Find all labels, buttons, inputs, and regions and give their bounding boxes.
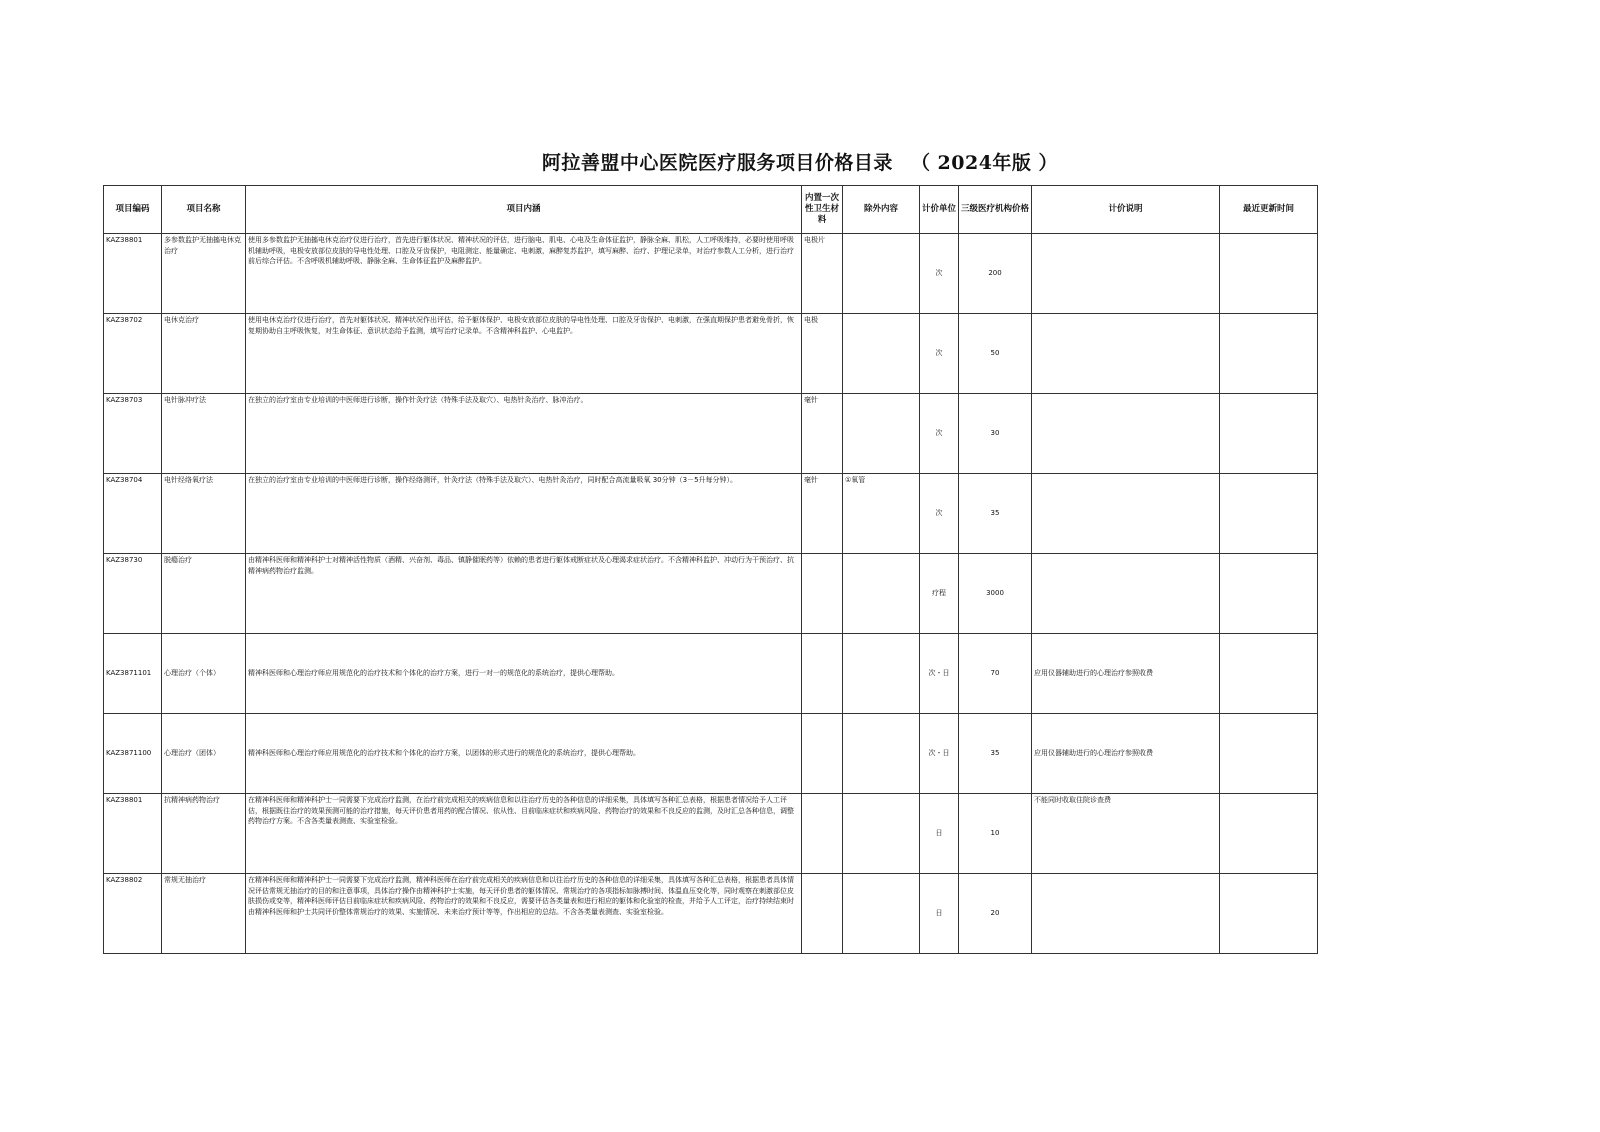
cell-exclude bbox=[843, 634, 920, 714]
cell-material bbox=[802, 714, 843, 794]
cell-updated bbox=[1220, 794, 1318, 874]
cell-name: 电休克治疗 bbox=[162, 314, 246, 394]
cell-name: 抗精神病药物治疗 bbox=[162, 794, 246, 874]
table-row bbox=[104, 634, 1318, 714]
table-header-row bbox=[104, 186, 1318, 234]
cell-updated bbox=[1220, 714, 1318, 794]
cell-price: 35 bbox=[959, 474, 1032, 554]
cell-code: KAZ3871101 bbox=[104, 634, 162, 714]
cell-unit: 次・日 bbox=[920, 634, 959, 714]
table-row bbox=[104, 874, 1318, 954]
cell-material: 电极片 bbox=[802, 234, 843, 314]
cell-content: 在独立的治疗室由专业培训的中医师进行诊断，操作针灸疗法（特殊手法及取穴）、电热针灸治疗、脉冲治疗。 bbox=[246, 394, 802, 474]
cell-code: KAZ38730 bbox=[104, 554, 162, 634]
table-row bbox=[104, 234, 1318, 314]
table-row bbox=[104, 394, 1318, 474]
cell-content: 使用电休克治疗仪进行治疗，首先对躯体状况、精神状况作出评估，给予躯体保护、电极安放部位皮肤的导电性处理、口腔及牙齿保护、电刺激，在强直期保护患者避免骨折，恢复期协助自主呼吸恢复，对生命体征、意识状态给予监测，填写治疗记录单。不含精神科监护、心电监护。 bbox=[246, 314, 802, 394]
cell-name: 电针经络氧疗法 bbox=[162, 474, 246, 554]
cell-updated bbox=[1220, 314, 1318, 394]
cell-updated bbox=[1220, 554, 1318, 634]
cell-name: 电针脉冲疗法 bbox=[162, 394, 246, 474]
cell-price: 30 bbox=[959, 394, 1032, 474]
cell-code: KAZ38702 bbox=[104, 314, 162, 394]
cell-material: 毫针 bbox=[802, 394, 843, 474]
cell-exclude bbox=[843, 874, 920, 954]
cell-unit: 次 bbox=[920, 474, 959, 554]
cell-code: KAZ3871100 bbox=[104, 714, 162, 794]
cell-price: 20 bbox=[959, 874, 1032, 954]
cell-updated bbox=[1220, 874, 1318, 954]
cell-note bbox=[1032, 874, 1220, 954]
cell-price: 50 bbox=[959, 314, 1032, 394]
cell-exclude bbox=[843, 394, 920, 474]
header-material: 内置一次性卫生材料 bbox=[802, 186, 843, 234]
cell-unit: 疗程 bbox=[920, 554, 959, 634]
table-row bbox=[104, 314, 1318, 394]
cell-material bbox=[802, 554, 843, 634]
cell-exclude bbox=[843, 794, 920, 874]
cell-exclude bbox=[843, 554, 920, 634]
cell-name: 心理治疗（个体） bbox=[162, 634, 246, 714]
cell-content: 精神科医师和心理治疗师应用规范化的治疗技术和个体化的治疗方案，进行一对一的规范化的系统治疗，提供心理帮助。 bbox=[246, 634, 802, 714]
cell-material: 电极 bbox=[802, 314, 843, 394]
table-row bbox=[104, 794, 1318, 874]
cell-name: 心理治疗（团体） bbox=[162, 714, 246, 794]
cell-unit: 日 bbox=[920, 874, 959, 954]
cell-code: KAZ38703 bbox=[104, 394, 162, 474]
cell-content: 精神科医师和心理治疗师应用规范化的治疗技术和个体化的治疗方案，以团体的形式进行的规范化的系统治疗，提供心理帮助。 bbox=[246, 714, 802, 794]
cell-note bbox=[1032, 554, 1220, 634]
header-updated: 最近更新时间 bbox=[1220, 186, 1318, 234]
cell-price: 10 bbox=[959, 794, 1032, 874]
title-year: （ 2024年版 ） bbox=[910, 152, 1059, 174]
header-price: 三级医疗机构价格 bbox=[959, 186, 1032, 234]
cell-unit: 次 bbox=[920, 394, 959, 474]
cell-updated bbox=[1220, 474, 1318, 554]
cell-unit: 次 bbox=[920, 314, 959, 394]
cell-exclude: ①氧管 bbox=[843, 474, 920, 554]
cell-note bbox=[1032, 314, 1220, 394]
title-main: 阿拉善盟中心医院医疗服务项目价格目录 bbox=[541, 152, 893, 174]
cell-code: KAZ38801 bbox=[104, 234, 162, 314]
cell-updated bbox=[1220, 394, 1318, 474]
header-name: 项目名称 bbox=[162, 186, 246, 234]
cell-note bbox=[1032, 474, 1220, 554]
cell-content: 由精神科医师和精神科护士对精神活性物质（酒精、兴奋剂、毒品、镇静催眠药等）依赖的患者进行躯体戒断症状及心理渴求症状治疗。不含精神科监护、冲动行为干预治疗、抗精神病药物治疗监测。 bbox=[246, 554, 802, 634]
cell-name: 多参数监护无抽搐电休克治疗 bbox=[162, 234, 246, 314]
table-row bbox=[104, 714, 1318, 794]
cell-unit: 日 bbox=[920, 794, 959, 874]
header-unit: 计价单位 bbox=[920, 186, 959, 234]
cell-material bbox=[802, 874, 843, 954]
price-table bbox=[103, 185, 1318, 954]
table-row bbox=[104, 554, 1318, 634]
page-title bbox=[0, 148, 1600, 175]
cell-content: 使用多参数监护无抽搐电休克治疗仪进行治疗，首先进行躯体状况、精神状况的评估，进行脑电、肌电、心电及生命体征监护，静脉全麻、肌松，人工呼吸维持，必要时使用呼吸机辅助呼吸，电极安放部位皮肤的导电性处理、口腔及牙齿保护，电阻测定、能量确定、电刺激，麻醉复苏监护，填写麻醉、治疗、护理记录单，对治疗参数人工分析，进行治疗前后综合评估。不含呼吸机辅助呼吸、静脉全麻、生命体征监护及麻醉监护。 bbox=[246, 234, 802, 314]
cell-price: 35 bbox=[959, 714, 1032, 794]
cell-content: 在独立的治疗室由专业培训的中医师进行诊断，操作经络测评，针灸疗法（特殊手法及取穴）、电热针灸治疗，同时配合高流量吸氧 30分钟（3－5升每分钟）。 bbox=[246, 474, 802, 554]
cell-note: 不能同时收取住院诊查费 bbox=[1032, 794, 1220, 874]
cell-code: KAZ38704 bbox=[104, 474, 162, 554]
cell-updated bbox=[1220, 634, 1318, 714]
cell-note bbox=[1032, 234, 1220, 314]
cell-exclude bbox=[843, 714, 920, 794]
cell-name: 脱瘾治疗 bbox=[162, 554, 246, 634]
header-code: 项目编码 bbox=[104, 186, 162, 234]
cell-unit: 次 bbox=[920, 234, 959, 314]
cell-updated bbox=[1220, 234, 1318, 314]
header-note: 计价说明 bbox=[1032, 186, 1220, 234]
header-content: 项目内涵 bbox=[246, 186, 802, 234]
table-row bbox=[104, 474, 1318, 554]
cell-name: 常规无抽治疗 bbox=[162, 874, 246, 954]
cell-content: 在精神科医师和精神科护士一同需要下完成治疗监测，在治疗前完成相关的疾病信息和以往治疗历史的各种信息的详细采集，具体填写各种汇总表格，根据患者情况给予人工评估，根据既往治疗的效果预测可能的治疗措施，每天评价患者用药的配合情况、依从性、目前临床症状和疾病风险、药物治疗的效果和不良反应的监测，及时汇总各种信息，调整药物治疗方案。不含各类量表测查、实验室检验。 bbox=[246, 794, 802, 874]
cell-exclude bbox=[843, 234, 920, 314]
cell-material bbox=[802, 634, 843, 714]
cell-exclude bbox=[843, 314, 920, 394]
cell-code: KAZ38801 bbox=[104, 794, 162, 874]
cell-unit: 次・日 bbox=[920, 714, 959, 794]
cell-price: 200 bbox=[959, 234, 1032, 314]
header-exclude: 除外内容 bbox=[843, 186, 920, 234]
cell-code: KAZ38802 bbox=[104, 874, 162, 954]
cell-note bbox=[1032, 394, 1220, 474]
cell-note: 应用仪器辅助进行的心理治疗参照收费 bbox=[1032, 634, 1220, 714]
cell-note: 应用仪器辅助进行的心理治疗参照收费 bbox=[1032, 714, 1220, 794]
cell-price: 70 bbox=[959, 634, 1032, 714]
cell-material: 毫针 bbox=[802, 474, 843, 554]
cell-price: 3000 bbox=[959, 554, 1032, 634]
cell-content: 在精神科医师和精神科护士一同需要下完成治疗监测，精神科医师在治疗前完成相关的疾病信息和以往治疗历史的各种信息的详细采集，具体填写各种汇总表格，根据患者具体情况评估常规无抽治疗的目的和注意事项，具体治疗操作由精神科护士实施，每天评价患者的躯体情况、常规治疗的各项指标如脉搏时间、体温血压变化等，同时观察在刺激部位皮肤损伤或变等，精神科医师评估目前临床症状和疾病风险、药物治疗的效果和不良反应，需要评估各类量表和进行相应的躯体和化验室的检查，并给予人工评定，治疗持续结束时由精神科医师和护士共同评价整体常规治疗的效果、实施情况、未来治疗预计等等，作出相应的总结。不含各类量表测查、实验室检验。 bbox=[246, 874, 802, 954]
cell-material bbox=[802, 794, 843, 874]
